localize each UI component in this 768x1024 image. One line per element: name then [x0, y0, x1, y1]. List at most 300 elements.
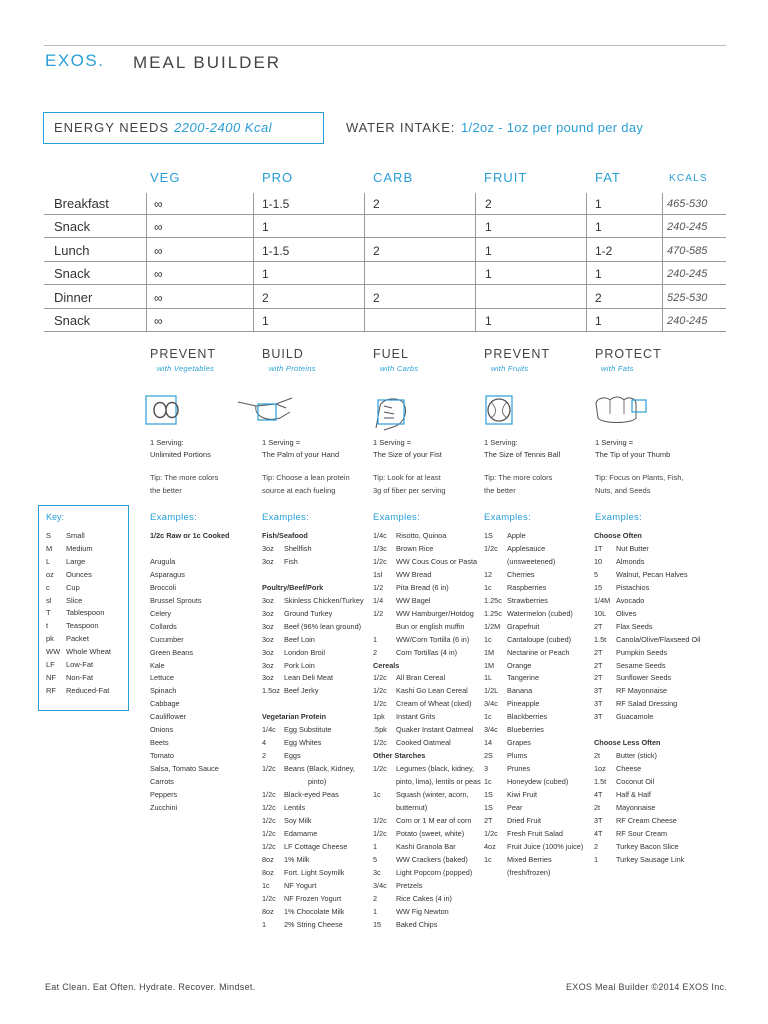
list-item-text: Bun or english muffin — [396, 621, 465, 631]
list-item-qty: 3c — [373, 867, 381, 877]
list-item-text: WW Bread — [396, 569, 432, 579]
list-item-text: Rice Cakes (4 in) — [396, 893, 452, 903]
list-item-text: LF Cottage Cheese — [284, 841, 348, 851]
list-item-text: Pistachios — [616, 582, 650, 592]
list-item-qty: 1/2c — [373, 699, 387, 709]
serving-fruit: 1 — [485, 314, 492, 328]
list-item-qty: 2S — [484, 751, 493, 761]
palm-hand-icon — [236, 388, 296, 432]
list-item-qty: 2 — [262, 751, 267, 761]
list-item-qty: 1S — [484, 531, 493, 540]
serving-fat: 1 — [595, 314, 602, 328]
meal-kcals: 470-585 — [667, 245, 708, 257]
list-item-qty: 1 — [373, 906, 378, 916]
meal-name: Dinner — [54, 290, 93, 305]
list-item-text: Corn Tortillas (4 in) — [396, 647, 458, 657]
meal-kcals: 240-245 — [667, 268, 708, 280]
key-definition: Ounces — [66, 569, 92, 579]
list-item-text: NF Frozen Yogurt — [284, 893, 342, 903]
list-item-text: Turkey Bacon Slice — [616, 841, 679, 851]
list-item-qty: 1pk — [373, 712, 385, 722]
examples-heading: Examples: — [373, 512, 421, 523]
water-intake-value: 1/2oz - 1oz per pound per day — [461, 120, 644, 135]
list-item-qty: 5 — [373, 854, 378, 864]
key-definition: Non-Fat — [66, 672, 94, 682]
list-item-qty: 1/2c — [262, 764, 276, 774]
examples-heading: Examples: — [595, 512, 643, 523]
serving-size-desc: The Size of Tennis Ball — [484, 450, 561, 459]
meal-kcals: 240-245 — [667, 221, 708, 233]
list-item-qty: 1/2c — [373, 815, 387, 825]
list-item-text: Tangerine — [507, 673, 540, 683]
list-item-qty: 1c — [484, 582, 492, 592]
category-tip — [484, 471, 588, 497]
list-item-qty: 3oz — [262, 543, 274, 553]
tip-line: 3g of fiber per serving — [373, 486, 446, 495]
list-item-text: Soy Milk — [284, 815, 312, 825]
list-item-qty: 8oz — [262, 867, 274, 877]
list-item-qty: 1/4c — [262, 725, 276, 735]
list-item-qty: 15 — [373, 919, 382, 929]
list-item-text: Asparagus — [150, 569, 185, 579]
list-item-qty: 2T — [594, 621, 603, 631]
tip-line: the better — [150, 486, 182, 495]
list-item-text: Corn or 1 M ear of corn — [396, 815, 472, 825]
list-item-qty: 3oz — [262, 660, 274, 670]
list-item-qty: 1/2c — [262, 893, 276, 903]
list-item-text: Grapefruit — [507, 621, 540, 631]
key-definition: Tablespoon — [66, 608, 105, 618]
serving-fruit: 1 — [485, 244, 492, 258]
col-head-kcals: KCALS — [669, 173, 708, 184]
list-item-text: Apple — [507, 531, 526, 540]
energy-needs-label: ENERGY NEEDS — [54, 120, 170, 135]
list-item-qty: 1/2 — [373, 608, 384, 618]
list-item-qty: 1/2c — [373, 686, 387, 696]
list-item-text: RF Cream Cheese — [616, 815, 677, 825]
meal-kcals: 525-530 — [667, 292, 708, 304]
category-subtitle: with Fats — [601, 364, 634, 373]
list-item-qty: 1/2c — [262, 802, 276, 812]
list-item-text: Tomato — [150, 751, 174, 761]
list-item-text: Eggs — [284, 751, 301, 761]
list-item-text: Coconut Oil — [616, 777, 655, 787]
meal-name: Snack — [54, 313, 91, 328]
list-item-qty: 1 — [594, 854, 599, 864]
category-tip — [150, 471, 254, 497]
list-item-qty: 2 — [373, 647, 378, 657]
list-item-text: Baked Chips — [396, 919, 438, 929]
serving-carb: 2 — [373, 244, 380, 258]
list-section-heading: Choose Less Often — [594, 738, 661, 748]
list-item-text: Almonds — [616, 556, 645, 566]
tip-line: Tip: The more colors — [150, 473, 219, 482]
column-divider — [662, 193, 663, 332]
list-item-text: Arugula — [150, 556, 176, 566]
list-item-text: Sesame Seeds — [616, 660, 666, 670]
list-item-text: Fruit Juice (100% juice) — [507, 841, 584, 851]
list-item-text: Cauliflower — [150, 712, 187, 722]
tennis-ball-icon — [482, 388, 528, 432]
list-item-text: Fresh Fruit Salad — [507, 828, 563, 838]
key-definition: Slice — [66, 595, 83, 605]
list-item-text: RF Mayonnaise — [616, 686, 668, 696]
list-item-text: Kashi Go Lean Cereal — [396, 686, 468, 696]
list-item-text: Collards — [150, 621, 177, 631]
list-item-text: Kiwi Fruit — [507, 790, 537, 799]
key-definition: Medium — [66, 543, 93, 553]
page-title: MEAL BUILDER — [133, 53, 282, 72]
list-item-text: Green Beans — [150, 647, 193, 657]
list-item-text: Pita Bread (6 in) — [396, 582, 449, 592]
list-item-text: Blackberries — [507, 712, 548, 722]
list-item-qty: 1.5t — [594, 634, 607, 644]
list-item-text: Pumpkin Seeds — [616, 647, 668, 657]
list-item-qty: 1M — [484, 647, 495, 657]
list-section-heading: Fish/Seafood — [262, 531, 308, 540]
list-item-qty: 10L — [594, 608, 607, 618]
list-item-text: Quaker Instant Oatmeal — [396, 725, 474, 735]
list-item-text: Cherries — [507, 569, 535, 579]
list-item-text: Beef Jerky — [284, 686, 319, 696]
list-item-qty: 1 — [373, 634, 378, 644]
category-subtitle: with Vegetables — [157, 364, 215, 373]
list-item-qty: 1/2c — [262, 841, 276, 851]
list-item-qty: 2T — [594, 673, 603, 683]
list-item-text: 1% Chocolate Milk — [284, 906, 345, 916]
list-item-text: Sunflower Seeds — [616, 673, 672, 683]
serving-carb: 2 — [373, 197, 380, 211]
list-item-text: All Bran Cereal — [396, 673, 446, 683]
serving-size-desc: The Tip of your Thumb — [595, 450, 671, 459]
list-item-text: (fresh/frozen) — [507, 867, 551, 877]
list-item-qty: 1/2c — [262, 815, 276, 825]
list-item-text: Pork Loin — [284, 660, 315, 670]
list-item-text: 2% String Cheese — [284, 919, 343, 929]
list-item-qty: 1/2c — [262, 828, 276, 838]
list-item-text: Carrots — [150, 777, 174, 787]
serving-fat: 1 — [595, 267, 602, 281]
list-item-text: Orange — [507, 660, 532, 670]
list-item-text: Edamame — [284, 828, 318, 838]
list-item-qty: 1/2c — [484, 543, 498, 553]
list-item-text: Brussel Sprouts — [150, 595, 202, 605]
meal-kcals: 465-530 — [667, 198, 708, 210]
list-item-text: Kashi Granola Bar — [396, 841, 456, 851]
col-head-carb: CARB — [373, 170, 414, 185]
list-item-qty: 2T — [594, 647, 603, 657]
list-item-qty: 1L — [484, 673, 493, 683]
list-item-qty: 1c — [484, 712, 492, 722]
list-item-text: Guacamole — [616, 712, 654, 722]
list-item-qty: 10 — [594, 556, 603, 566]
category-head: PREVENT — [150, 347, 217, 361]
list-item-text: Cabbage — [150, 699, 180, 709]
serving-size-label: 1 Serving = — [373, 438, 412, 447]
serving-pro: 1 — [262, 220, 269, 234]
list-item-qty: 3/4c — [373, 880, 387, 890]
list-item-text: Cucumber — [150, 634, 184, 644]
serving-fat: 1-2 — [595, 244, 613, 258]
category-subtitle: with Carbs — [380, 364, 419, 373]
key-definition: Low-Fat — [66, 660, 94, 669]
key-definition: Large — [66, 556, 86, 566]
list-item-text: WW/Corn Tortilla (6 in) — [396, 634, 470, 644]
list-item-text: Plums — [507, 751, 528, 761]
list-item-qty: 3T — [594, 712, 603, 722]
list-item-qty: 1/2L — [484, 686, 499, 696]
list-item-qty: 1c — [484, 777, 492, 787]
col-head-fat: FAT — [595, 170, 621, 185]
list-item-qty: 15 — [594, 582, 603, 592]
category-subtitle: with Proteins — [269, 364, 316, 373]
list-item-text: Legumes (black, kidney, — [396, 764, 475, 774]
list-item-text: Beans (Black, Kidney, — [284, 764, 355, 774]
tip-line: Tip: The more colors — [484, 473, 553, 482]
list-item-text: Risotto, Quinoa — [396, 531, 447, 540]
tip-line: source at each fueling — [262, 486, 336, 495]
serving-pro: 1 — [262, 314, 269, 328]
list-item-qty: 1c — [484, 634, 492, 644]
list-item-qty: 3oz — [262, 647, 274, 657]
list-item-qty: 3oz — [262, 556, 274, 566]
meal-kcals: 240-245 — [667, 315, 708, 327]
list-item-text: Black-eyed Peas — [284, 790, 339, 799]
list-item-text: Egg Substitute — [284, 725, 332, 735]
serving-fat: 1 — [595, 220, 602, 234]
list-item-qty: 8oz — [262, 854, 274, 864]
list-item-text: Turkey Sausage Link — [616, 854, 685, 864]
serving-veg: ∞ — [154, 244, 163, 258]
list-item-qty: 1/2 — [373, 582, 384, 592]
water-intake-label: WATER INTAKE: — [346, 120, 456, 135]
key-abbreviation: NF — [46, 672, 56, 682]
footer-copyright: EXOS Meal Builder ©2014 EXOS Inc. — [566, 982, 728, 992]
list-item-text: WW Fig Newton — [396, 906, 449, 916]
list-item-text: Squash (winter, acorn, — [396, 790, 469, 799]
list-item-qty: 1c — [262, 880, 270, 890]
meal-name: Lunch — [54, 243, 90, 258]
list-item-qty: 1T — [594, 543, 603, 553]
list-item-qty: 3 — [484, 764, 489, 774]
list-section-heading: Poultry/Beef/Pork — [262, 582, 324, 592]
category-tip — [373, 471, 477, 497]
key-abbreviation: RF — [46, 685, 56, 695]
infinity-hand-icon — [144, 388, 190, 432]
list-item-text: butternut) — [396, 802, 428, 812]
key-abbreviation: t — [46, 621, 49, 631]
key-abbreviation: oz — [46, 569, 54, 579]
list-item-text: Nectarine or Peach — [507, 647, 570, 657]
list-item-text: Kale — [150, 660, 165, 670]
tip-line: Tip: Focus on Plants, Fish, — [595, 473, 684, 482]
list-item-qty: 3T — [594, 815, 603, 825]
list-item-qty: 3oz — [262, 608, 274, 618]
serving-fruit: 1 — [485, 220, 492, 234]
list-item-text: Onions — [150, 725, 174, 735]
key-definition: Cup — [66, 582, 80, 592]
serving-veg: ∞ — [154, 291, 163, 305]
meal-name: Snack — [54, 219, 91, 234]
category-head: PROTECT — [595, 347, 662, 361]
serving-size-label: 1 Serving = — [595, 438, 634, 447]
list-item-qty: 4oz — [484, 841, 496, 851]
list-item-qty: 1sl — [373, 569, 383, 579]
list-item-text: Half & Half — [616, 790, 651, 799]
category-head: PREVENT — [484, 347, 551, 361]
key-definition: Teaspoon — [66, 621, 99, 631]
serving-pro: 1-1.5 — [262, 197, 290, 211]
key-definition: Reduced-Fat — [66, 685, 110, 695]
list-item-text: Beets — [150, 738, 169, 748]
key-definition: Packet — [66, 634, 89, 644]
list-item-text: WW Crackers (baked) — [396, 854, 468, 864]
list-item-qty: 4 — [262, 738, 267, 748]
list-item-text: 1% Milk — [284, 854, 310, 864]
serving-pro: 1 — [262, 267, 269, 281]
list-item-text: Potato (sweet, white) — [396, 828, 465, 838]
serving-veg: ∞ — [154, 220, 163, 234]
key-title: Key: — [46, 512, 65, 522]
list-item-text: Olives — [616, 608, 637, 618]
list-item-qty: 1.25c — [484, 608, 502, 618]
list-item-qty: 1/2c — [373, 556, 387, 566]
list-item-qty: 1c — [373, 790, 381, 799]
key-abbreviation: M — [46, 543, 53, 553]
list-item-text: pinto) — [308, 777, 327, 787]
list-item-qty: 1.5t — [594, 777, 607, 787]
list-item-text: Brown Rice — [396, 543, 434, 553]
list-item-text: Cooked Oatmeal — [396, 738, 451, 748]
category-tip — [595, 471, 699, 497]
list-item-qty: 1oz — [594, 764, 606, 774]
list-item-text: Strawberries — [507, 595, 548, 605]
list-item-text: Ground Turkey — [284, 608, 333, 618]
list-item-text: Cheese — [616, 764, 642, 774]
list-section-heading: Cereals — [373, 660, 400, 670]
list-item-text: RF Salad Dressing — [616, 699, 678, 709]
list-section-heading: Vegetarian Protein — [262, 712, 327, 722]
list-item-text: Flax Seeds — [616, 621, 653, 631]
list-item-qty: 1/3c — [373, 543, 387, 553]
list-item-text: Honeydew (cubed) — [507, 777, 569, 787]
serving-size-label: 1 Serving: — [484, 438, 518, 447]
list-item-text: Blueberries — [507, 725, 544, 735]
list-item-text: Pear — [507, 802, 523, 812]
serving-veg: ∞ — [154, 314, 163, 328]
col-head-pro: PRO — [262, 170, 294, 185]
list-section-heading: 1/2c Raw or 1c Cooked — [150, 531, 230, 540]
key-abbreviation: WW — [46, 647, 61, 657]
list-item-qty: 1 — [262, 919, 267, 929]
serving-fruit: 2 — [485, 197, 492, 211]
list-item-qty: 1/2c — [373, 673, 387, 683]
list-item-text: Raspberries — [507, 582, 547, 592]
examples-heading: Examples: — [484, 512, 532, 523]
list-item-text: Fish — [284, 556, 298, 566]
list-item-text: Egg Whites — [284, 738, 322, 748]
list-item-text: Butter (stick) — [616, 751, 657, 761]
list-item-text: Nut Butter — [616, 543, 649, 553]
list-item-qty: 1S — [484, 802, 493, 812]
list-item-text: Applesauce — [507, 543, 546, 553]
list-item-text: Beef Loin — [284, 634, 315, 644]
meal-name: Breakfast — [54, 196, 109, 211]
examples-heading: Examples: — [150, 512, 198, 523]
list-item-text: Salsa, Tomato Sauce — [150, 764, 219, 774]
list-item-qty: 1/4c — [373, 531, 387, 540]
tip-line: Tip: Choose a lean protein — [262, 473, 350, 482]
list-item-qty: 3T — [594, 699, 603, 709]
serving-pro: 2 — [262, 291, 269, 305]
list-item-text: Pretzels — [396, 880, 423, 890]
column-divider — [253, 193, 254, 332]
list-item-qty: 3oz — [262, 595, 274, 605]
list-item-text: Mayonnaise — [616, 802, 656, 812]
key-definition: Whole Wheat — [66, 647, 112, 657]
column-divider — [586, 193, 587, 332]
list-item-qty: 1/4 — [373, 595, 384, 605]
list-item-text: London Broil — [284, 647, 325, 657]
list-item-qty: 1/2c — [373, 828, 387, 838]
list-item-qty: 1/2M — [484, 621, 501, 631]
serving-fat: 2 — [595, 291, 602, 305]
list-item-text: WW Hamburger/Hotdog — [396, 608, 474, 618]
thumb-tip-icon — [592, 388, 652, 432]
serving-fat: 1 — [595, 197, 602, 211]
key-abbreviation: LF — [46, 660, 55, 669]
list-item-qty: 3/4c — [484, 725, 498, 735]
list-item-qty: 1.5oz — [262, 686, 280, 696]
list-item-qty: 12 — [484, 569, 493, 579]
key-abbreviation: L — [46, 556, 51, 566]
list-item-qty: 3oz — [262, 673, 274, 683]
list-item-text: Canola/Olive/Flaxseed Oil — [616, 634, 701, 644]
list-item-text: Beef (96% lean ground) — [284, 621, 362, 631]
header-rule — [44, 45, 726, 46]
serving-size-desc: The Size of your Fist — [373, 450, 442, 459]
category-head: BUILD — [262, 347, 304, 361]
footer-slogan: Eat Clean. Eat Often. Hydrate. Recover. Mindset. — [45, 982, 256, 992]
list-item-qty: 3T — [594, 686, 603, 696]
serving-carb: 2 — [373, 291, 380, 305]
list-item-text: Instant Grits — [396, 712, 436, 722]
tip-line: Nuts, and Seeds — [595, 486, 651, 495]
serving-size-label: 1 Serving: — [150, 438, 184, 447]
list-item-text: Lean Deli Meat — [284, 673, 334, 683]
list-item-text: WW Bagel — [396, 595, 431, 605]
serving-size-label: 1 Serving = — [262, 438, 301, 447]
list-item-text: RF Sour Cream — [616, 828, 668, 838]
list-item-qty: 2 — [373, 893, 378, 903]
list-item-qty: 2 — [594, 841, 599, 851]
list-item-qty: 3/4c — [484, 699, 498, 709]
list-item-text: Watermelon (cubed) — [507, 608, 573, 618]
list-item-text: Zucchini — [150, 802, 178, 812]
list-item-qty: .5pk — [373, 725, 387, 735]
key-definition: Small — [66, 531, 85, 540]
key-abbreviation: c — [46, 582, 50, 592]
list-section-heading: Choose Often — [594, 531, 642, 540]
serving-fruit: 1 — [485, 267, 492, 281]
list-item-qty: 1.25c — [484, 595, 502, 605]
serving-pro: 1-1.5 — [262, 244, 290, 258]
col-head-fruit: FRUIT — [484, 170, 528, 185]
list-item-text: (unsweetened) — [507, 556, 556, 566]
tip-line: the better — [484, 486, 516, 495]
key-abbreviation: pk — [46, 634, 54, 644]
list-item-qty: 4T — [594, 790, 603, 799]
